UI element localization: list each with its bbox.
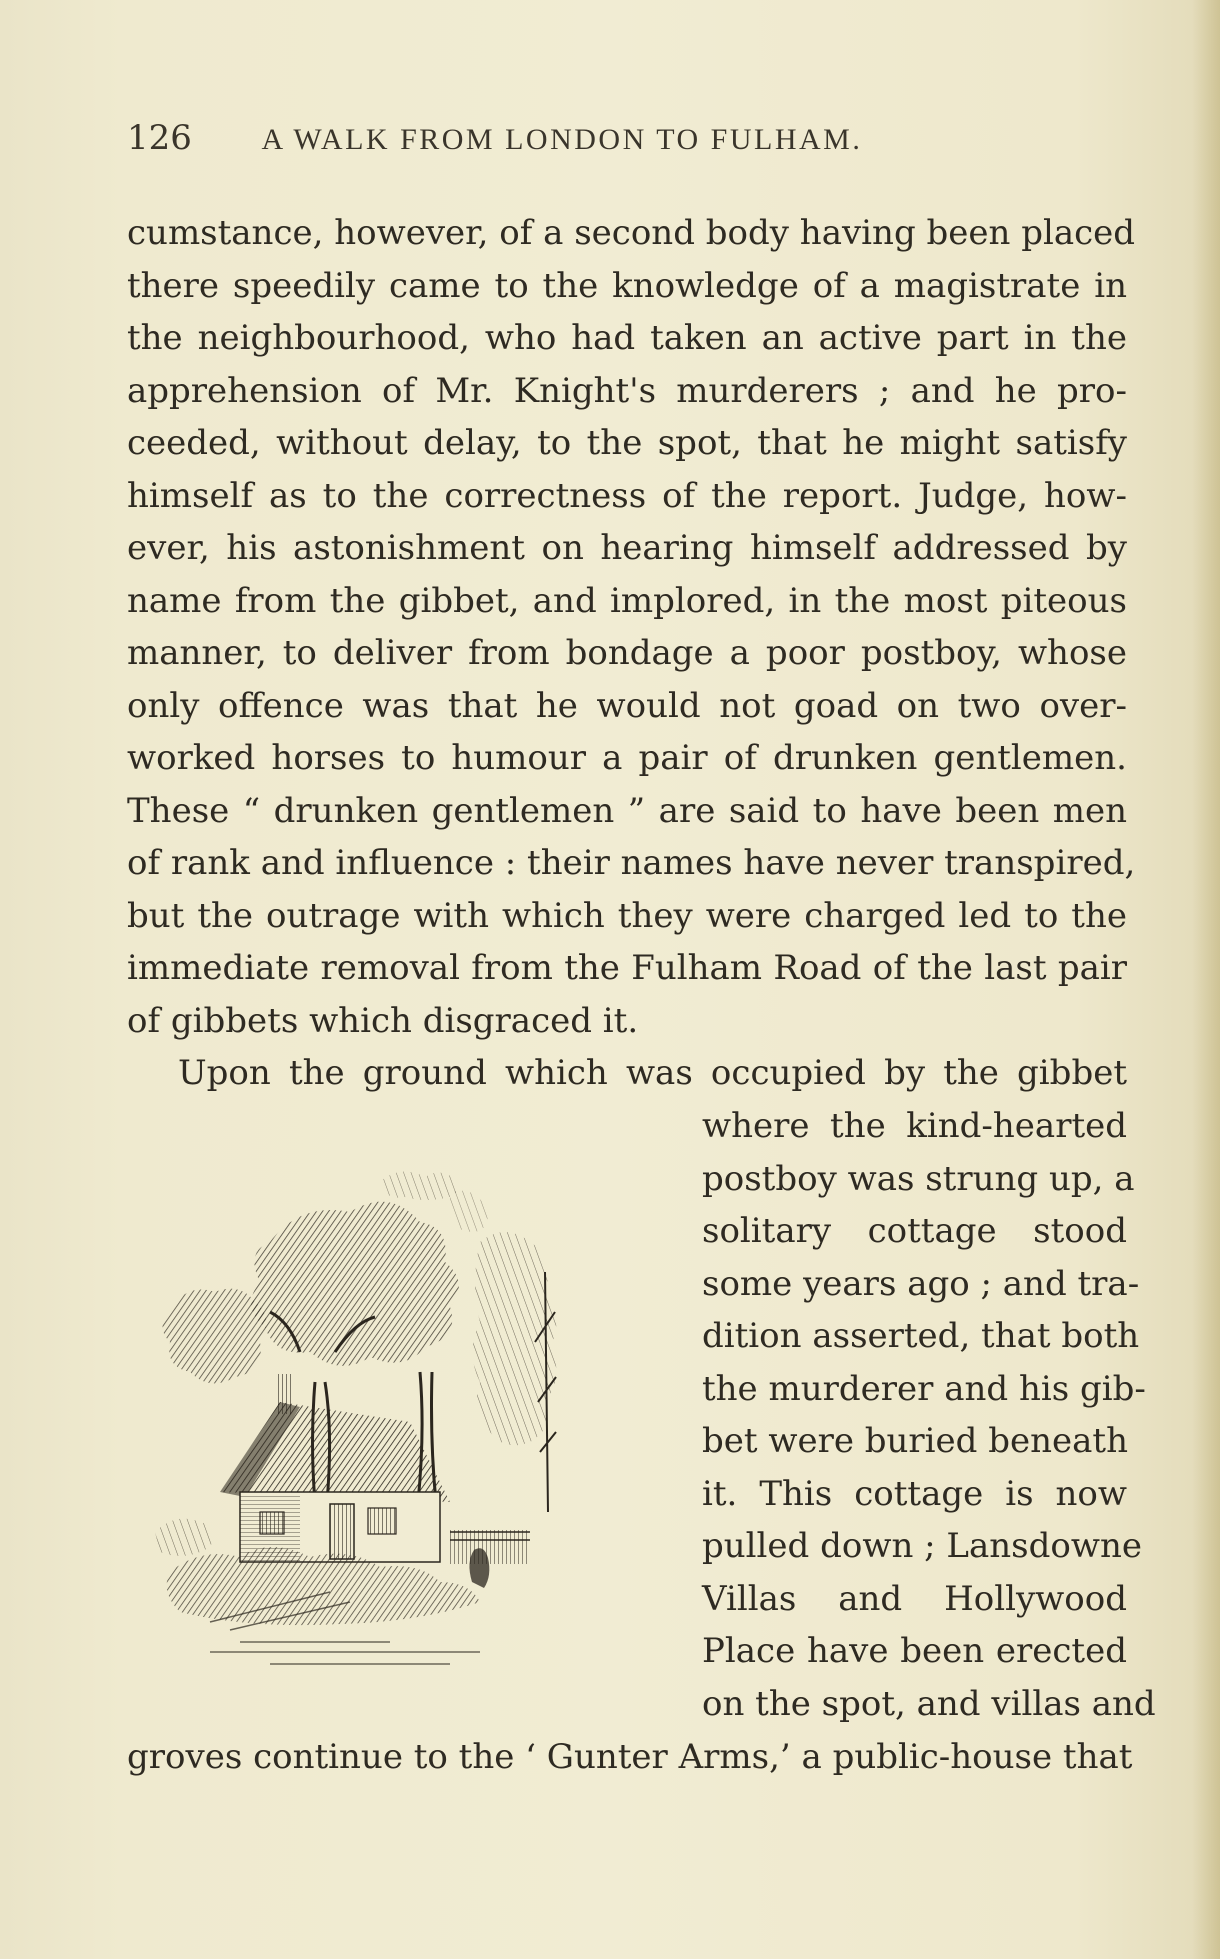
text-line: but the outrage with which they were charged led to the bbox=[127, 895, 1127, 936]
text-line: himself as to the correctness of the report. Judge, how- bbox=[127, 475, 1127, 516]
text-line: only offence was that he would not goad on two over- bbox=[127, 685, 1127, 726]
text-line: there speedily came to the knowledge of a magistrate in bbox=[127, 265, 1127, 306]
text-line: where the kind-hearted bbox=[702, 1106, 1127, 1146]
text-line: apprehension of Mr. Knight's murderers ; and he pro- bbox=[127, 370, 1127, 411]
text-line: dition asserted, that both bbox=[702, 1316, 1140, 1356]
running-header bbox=[127, 118, 1127, 158]
text-line: Upon the ground which was occupied by the gibbet bbox=[178, 1053, 1127, 1093]
text-line: groves continue to the ‘ Gunter Arms,’ a public-house that bbox=[127, 1737, 1133, 1777]
text-line: bet were buried beneath bbox=[702, 1421, 1128, 1461]
text-line: ever, his astonishment on hearing himself addressed by bbox=[127, 528, 1127, 568]
text-line: ceeded, without delay, to the spot, that he might satisfy bbox=[127, 423, 1127, 463]
text-line: solitary cottage stood bbox=[702, 1211, 1127, 1251]
text-line: worked horses to humour a pair of drunken gentlemen. bbox=[127, 738, 1127, 778]
cottage-engraving-icon bbox=[150, 1152, 670, 1672]
text-line: on the spot, and villas and bbox=[702, 1683, 1156, 1724]
paragraph-1 bbox=[127, 207, 1136, 1047]
text-line: Villas and Hollywood bbox=[702, 1578, 1127, 1619]
text-line: it. This cottage is now bbox=[702, 1473, 1127, 1514]
text-line: cumstance, however, of a second body having been placed bbox=[127, 213, 1136, 253]
text-line: of gibbets which disgraced it. bbox=[127, 1000, 639, 1041]
wrapped-text-column bbox=[702, 1100, 1156, 1730]
text-line: of rank and influence : their names have never transpired, bbox=[127, 843, 1136, 883]
text-line: immediate removal from the Fulham Road of the last pair bbox=[127, 948, 1127, 988]
text-line: postboy was strung up, a bbox=[702, 1158, 1135, 1199]
text-line: the murderer and his gib- bbox=[702, 1368, 1146, 1409]
running-title: A WALK FROM LONDON TO FULHAM. bbox=[261, 123, 863, 156]
paragraph-2-start bbox=[127, 1047, 1127, 1100]
text-line: manner, to deliver from bondage a poor postboy, whose bbox=[127, 633, 1127, 673]
text-line: pulled down ; Lansdowne bbox=[702, 1526, 1142, 1566]
page-number: 126 bbox=[127, 118, 192, 158]
text-line: name from the gibbet, and implored, in the most piteous bbox=[127, 580, 1127, 621]
text-line: some years ago ; and tra- bbox=[702, 1263, 1140, 1304]
text-line: Place have been erected bbox=[702, 1631, 1127, 1671]
page-edge-shadow bbox=[1192, 0, 1220, 1959]
text-line: the neighbourhood, who had taken an active part in the bbox=[127, 318, 1127, 358]
text-line: These “ drunken gentlemen ” are said to have been men bbox=[127, 790, 1127, 831]
paragraph-2-end bbox=[127, 1731, 1133, 1784]
